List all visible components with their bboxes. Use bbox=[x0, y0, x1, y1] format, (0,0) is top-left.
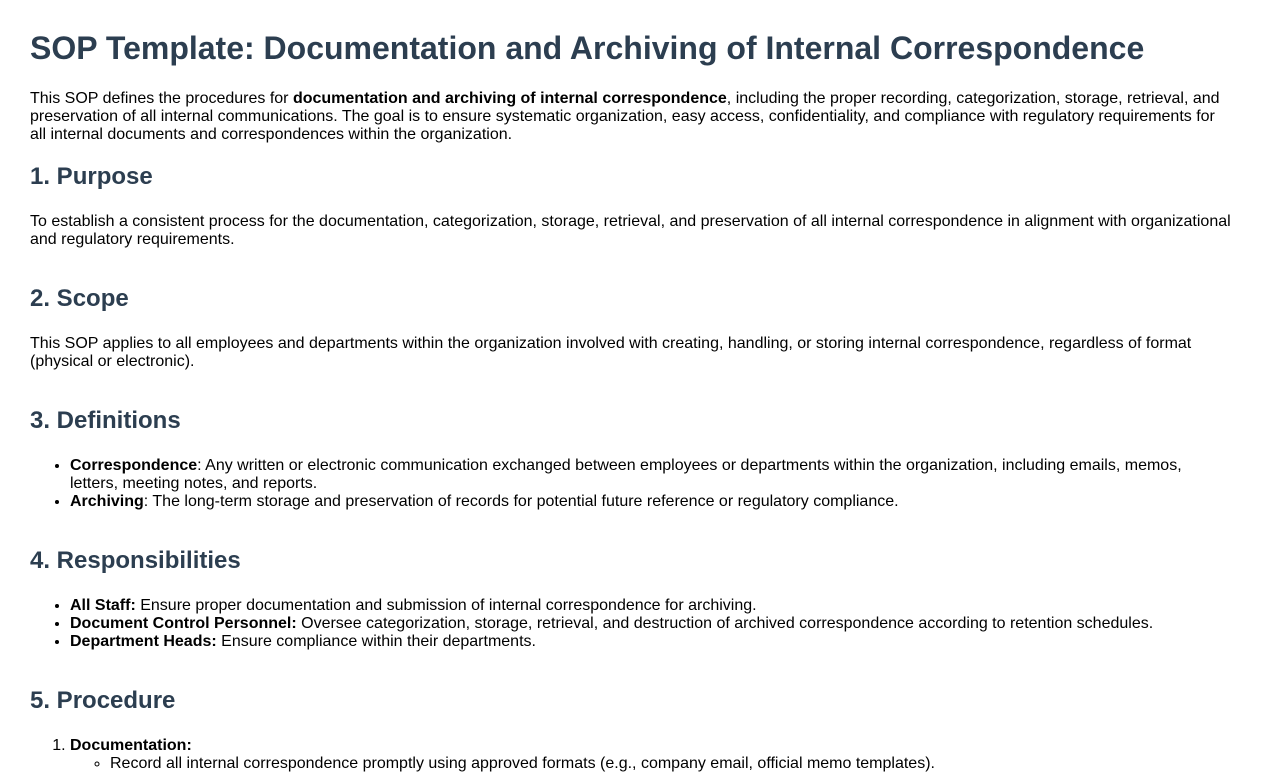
definition-text: : Any written or electronic communication exchanged between employees or departments within the organization, including emails, memos, letters, meeting notes, and reports. bbox=[70, 457, 1182, 492]
definition-item bbox=[70, 493, 1233, 511]
definitions-heading: 3. Definitions bbox=[30, 407, 181, 434]
procedure-heading: 5. Procedure bbox=[30, 687, 176, 714]
scope-text: This SOP applies to all employees and departments within the organization involved with creating, handling, or storing internal correspondence, regardless of format (physical or electronic). bbox=[30, 335, 1192, 370]
responsibility-role: All Staff: bbox=[70, 597, 136, 614]
intro-text-start: This SOP defines the procedures for bbox=[30, 90, 293, 107]
definition-item bbox=[70, 457, 1233, 493]
responsibility-text: Oversee categorization, storage, retrieval, and destruction of archived correspondence according to retention schedules. bbox=[296, 615, 1154, 632]
procedure-substep: ◦ Record all internal correspondence promptly using approved formats (e.g., company email, official memo templates). bbox=[110, 755, 1233, 773]
intro-bold-text: documentation and archiving of internal correspondence bbox=[292, 90, 727, 107]
responsibility-item bbox=[70, 597, 1233, 615]
procedure-step bbox=[70, 737, 1233, 773]
procedure-step-title: Documentation: bbox=[70, 737, 192, 754]
purpose-text: To establish a consistent process for the documentation, categorization, storage, retrieval, and preservation of all internal correspondence in alignment with organizational and regulatory requirements. bbox=[30, 213, 1231, 248]
procedure-substeps bbox=[70, 755, 1233, 773]
responsibility-role: Department Heads: bbox=[70, 633, 217, 650]
purpose-heading: 1. Purpose bbox=[30, 163, 153, 190]
definitions-list bbox=[30, 457, 1233, 511]
responsibility-text: Ensure compliance within their departments. bbox=[216, 633, 536, 650]
responsibilities-list bbox=[30, 597, 1233, 651]
responsibility-item bbox=[70, 615, 1233, 633]
definition-term: Archiving bbox=[70, 493, 144, 510]
definition-text: : The long-term storage and preservation of records for potential future reference or regulatory compliance. bbox=[143, 493, 899, 510]
intro-paragraph bbox=[30, 90, 1233, 144]
scope-heading: 2. Scope bbox=[30, 285, 129, 312]
responsibility-text: Ensure proper documentation and submission of internal correspondence for archiving. bbox=[135, 597, 757, 614]
responsibilities-heading: 4. Responsibilities bbox=[30, 547, 241, 574]
intro-text-end: , including the proper recording, categorization, storage, retrieval, and preservation of all internal communications. The goal is to ensure systematic organization, easy access, confidentiality, and compliance with regulatory requirements for all internal documents and correspondences within the organization. bbox=[30, 90, 1220, 143]
responsibility-item bbox=[70, 633, 1233, 651]
responsibility-role: Document Control Personnel: bbox=[70, 615, 297, 632]
procedure-steps bbox=[30, 737, 1233, 773]
definition-term: Correspondence bbox=[70, 457, 198, 474]
page-title: SOP Template: Documentation and Archiving of Internal Correspondence bbox=[30, 30, 1145, 66]
